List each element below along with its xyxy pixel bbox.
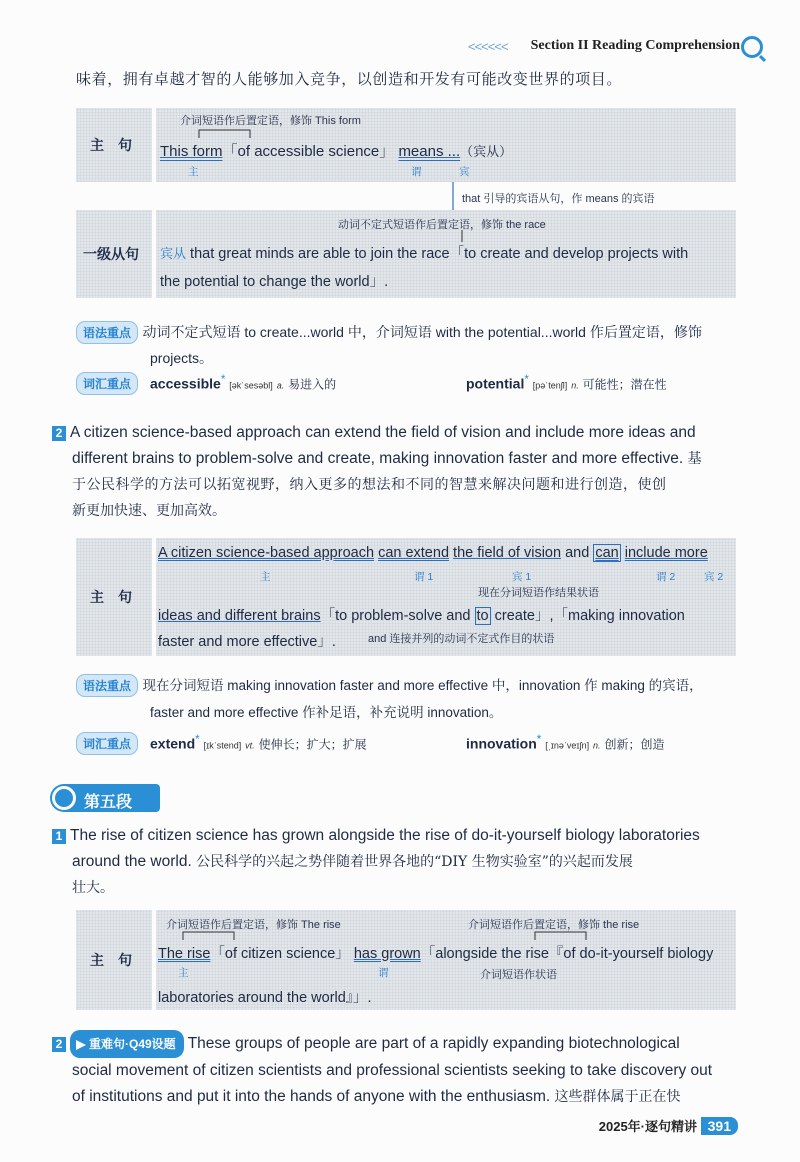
grammar-text: 现在分词短语 making innovation faster and more effective 中，innovation 作 making 的宾语， (142, 678, 703, 693)
definition: 创新；创造 (604, 737, 665, 752)
definition: 可能性；潜在性 (582, 377, 667, 392)
annotation-note: 介词短语作后置定语，修饰 The rise (166, 919, 341, 931)
part-of-speech: a. (276, 380, 285, 391)
annotation-arrow (180, 928, 240, 942)
modifier: 「of citizen science」 (210, 946, 350, 962)
definition: 使伸长；扩大；扩展 (258, 737, 367, 752)
verb-2-mark: 谓 2 (656, 571, 676, 583)
english-line: These groups of people are part of a rapidly expanding biotechnological (187, 1035, 680, 1052)
vocab-entry-2 (466, 373, 667, 393)
clause-line-1 (160, 242, 688, 263)
verb-2-modal: can (595, 545, 619, 561)
paragraph-4 (52, 1030, 752, 1110)
vocab-entry-2 (466, 733, 664, 753)
part-of-speech: n. (593, 740, 601, 751)
english-line: A citizen science-based approach can extend the field of vision and include more ideas and (70, 424, 696, 441)
vocab-entry-1 (150, 733, 367, 753)
english-line: different brains to problem-solve and create, making innovation faster and more effective. (72, 450, 684, 467)
difficult-sentence-tag (70, 1030, 184, 1058)
header-title: Section II Reading Comprehension (530, 38, 740, 53)
sentence-number: 1 (52, 829, 66, 844)
modifier: 「of accessible science」 (222, 143, 395, 160)
vocab-tag: 词汇重点 (76, 732, 138, 755)
object-clause-mark: （宾从） (460, 145, 513, 160)
vocab-word: accessible (150, 375, 221, 392)
english-line: around the world. (72, 853, 192, 870)
english-line: of institutions and put it into the hands of anyone with the enthusiasm. (72, 1088, 551, 1105)
sentence-line-2 (158, 604, 685, 625)
annotation-note: 动词不定式短语作后置定语，修饰 the race (338, 219, 546, 231)
page-number: 391 (701, 1117, 738, 1135)
phonetic: [ˌɪnəˈveɪʃn] (545, 740, 590, 751)
sentence-line (160, 140, 512, 161)
subject-mark: 主 (188, 166, 199, 178)
vocab-word: innovation (466, 735, 537, 752)
object-2-mark: 宾 2 (704, 571, 724, 583)
part-of-speech: n. (571, 380, 579, 391)
sentence-line-1 (158, 545, 708, 561)
english-line: social movement of citizen scientists and professional scientists seeking to take discovery out (72, 1062, 713, 1079)
chinese-line: 于公民科学的方法可以拓宽视野，纳入更多的想法和不同的智慧来解决问题和进行创造，使创 (72, 477, 667, 493)
annotation-note: 介词短语作后置定语，修饰 the rise (468, 919, 640, 931)
sentence-line-3: faster and more effective」. (158, 634, 336, 650)
vocab-word: potential (466, 375, 525, 392)
grammar-point-1 (76, 321, 746, 368)
annotation-note: 介词短语作后置定语，修饰 This form (180, 115, 361, 127)
grammar-text: 动词不定式短语 to create...world 中，介词短语 with the potential...world 作后置定语，修饰 (142, 324, 702, 340)
annotation-note: and 连接并列的动词不定式作目的状语 (368, 633, 555, 645)
paragraph-3 (52, 823, 752, 901)
star-icon: * (220, 373, 226, 386)
object-1-mark: 宾 1 (512, 571, 532, 583)
analysis-box-1 (76, 108, 736, 182)
phonetic: [pəˈtenʃl] (532, 380, 568, 391)
definition: 易进入的 (288, 377, 337, 392)
grammar-point-2 (76, 674, 756, 721)
chinese-line: 基 (687, 451, 702, 467)
clause-line-2: the potential to change the world」. (160, 274, 389, 290)
grammar-text-2: projects。 (150, 350, 214, 366)
vocab-point-2 (76, 732, 756, 755)
chinese-line: 新更加快速、更加高效。 (72, 503, 226, 519)
star-icon: * (524, 373, 529, 386)
chinese-line: 这些群体属于正在快 (554, 1089, 681, 1105)
part-of-speech: vt. (245, 740, 255, 751)
annotation-arrow (196, 126, 256, 140)
annotation-arrow (532, 928, 592, 942)
grammar-tag: 语法重点 (76, 674, 138, 697)
conjunction: and (565, 545, 590, 561)
grammar-text-2: faster and more effective 作补足语，补充说明 innovation。 (150, 705, 503, 720)
footer (599, 1116, 738, 1135)
box-label: 一级从句 (83, 247, 139, 263)
vocab-word: extend (150, 735, 196, 752)
chinese-line: 公民科学的兴起之势伴随着世界各地的“DIY 生物实验室”的兴起而发展 (196, 854, 633, 870)
subject-mark: 主 (260, 571, 271, 583)
sentence-line-2: laboratories around the world』」. (158, 990, 372, 1006)
sentence-number: 2 (52, 426, 66, 441)
vocab-tag: 词汇重点 (76, 372, 138, 395)
subject-mark: 主 (178, 967, 189, 979)
object-1: the field of vision (453, 545, 562, 561)
analysis-box-2 (76, 210, 736, 298)
section-title: 第五段 (84, 792, 133, 811)
phonetic: [əkˈsesəbl] (229, 380, 273, 391)
grammar-tag: 语法重点 (76, 321, 138, 344)
magnifier-icon (741, 36, 763, 58)
box-label: 主 句 (90, 590, 132, 606)
analysis-box-4 (76, 910, 736, 1010)
box-label: 主 句 (90, 953, 132, 969)
sentence-number: 2 (52, 1037, 66, 1052)
header-arrows: <<<<<< (468, 39, 508, 54)
magnifier-icon (52, 786, 76, 810)
phonetic: [ɪkˈstend] (203, 740, 242, 751)
top-line: 味着，拥有卓越才智的人能够加入竞争，以创造和开发有可能改变世界的项目。 (76, 70, 623, 88)
result-modifier: create」,「making innovation (494, 608, 685, 624)
object-clause-tag: 宾从 (160, 247, 187, 262)
chinese-line: 壮大。 (72, 880, 114, 896)
verb: has grown (353, 946, 421, 962)
to-marker: to (476, 608, 489, 624)
verb-mark: 谓 (378, 967, 389, 979)
purpose-modifier: 「to problem-solve and (320, 608, 471, 624)
subject: The rise (158, 946, 211, 962)
clause-text: that great minds are able to join the race「to create and develop projects with (190, 246, 689, 262)
sentence-line-1 (158, 942, 713, 963)
section-heading (50, 784, 160, 812)
verb-2: include more (624, 545, 708, 561)
annotation-note: 现在分词短语作结果状语 (478, 587, 599, 599)
verb-1-mark: 谓 1 (414, 571, 434, 583)
verb-1: can extend (378, 545, 450, 561)
object-2: ideas and different brains (158, 608, 321, 624)
subject: This form (160, 143, 223, 160)
paragraph-2 (52, 420, 752, 524)
vocab-entry-1 (150, 373, 336, 393)
analysis-box-3 (76, 538, 736, 656)
subject: A citizen science-based approach (158, 545, 375, 561)
object-mark: 宾 (459, 166, 470, 178)
box-label: 主 句 (90, 138, 132, 154)
star-icon: * (195, 733, 200, 746)
english-line: The rise of citizen science has grown alongside the rise of do-it-yourself biology laboratories (70, 827, 700, 844)
vocab-point-1 (76, 372, 756, 395)
connector-note: that 引导的宾语从句，作 means 的宾语 (462, 193, 655, 205)
star-icon: * (536, 733, 542, 746)
verb-mark: 谓 (411, 166, 422, 178)
flag-icon (76, 1040, 86, 1050)
book-title: 2025年·逐句精讲 (598, 1119, 698, 1134)
difficult-sentence-label: 重难句·Q49设题 (89, 1037, 176, 1051)
annotation-note: 介词短语作状语 (480, 969, 557, 981)
verb: means ... (398, 143, 461, 160)
adverbial: 「alongside the rise『of do-it-yourself biology (420, 946, 714, 962)
